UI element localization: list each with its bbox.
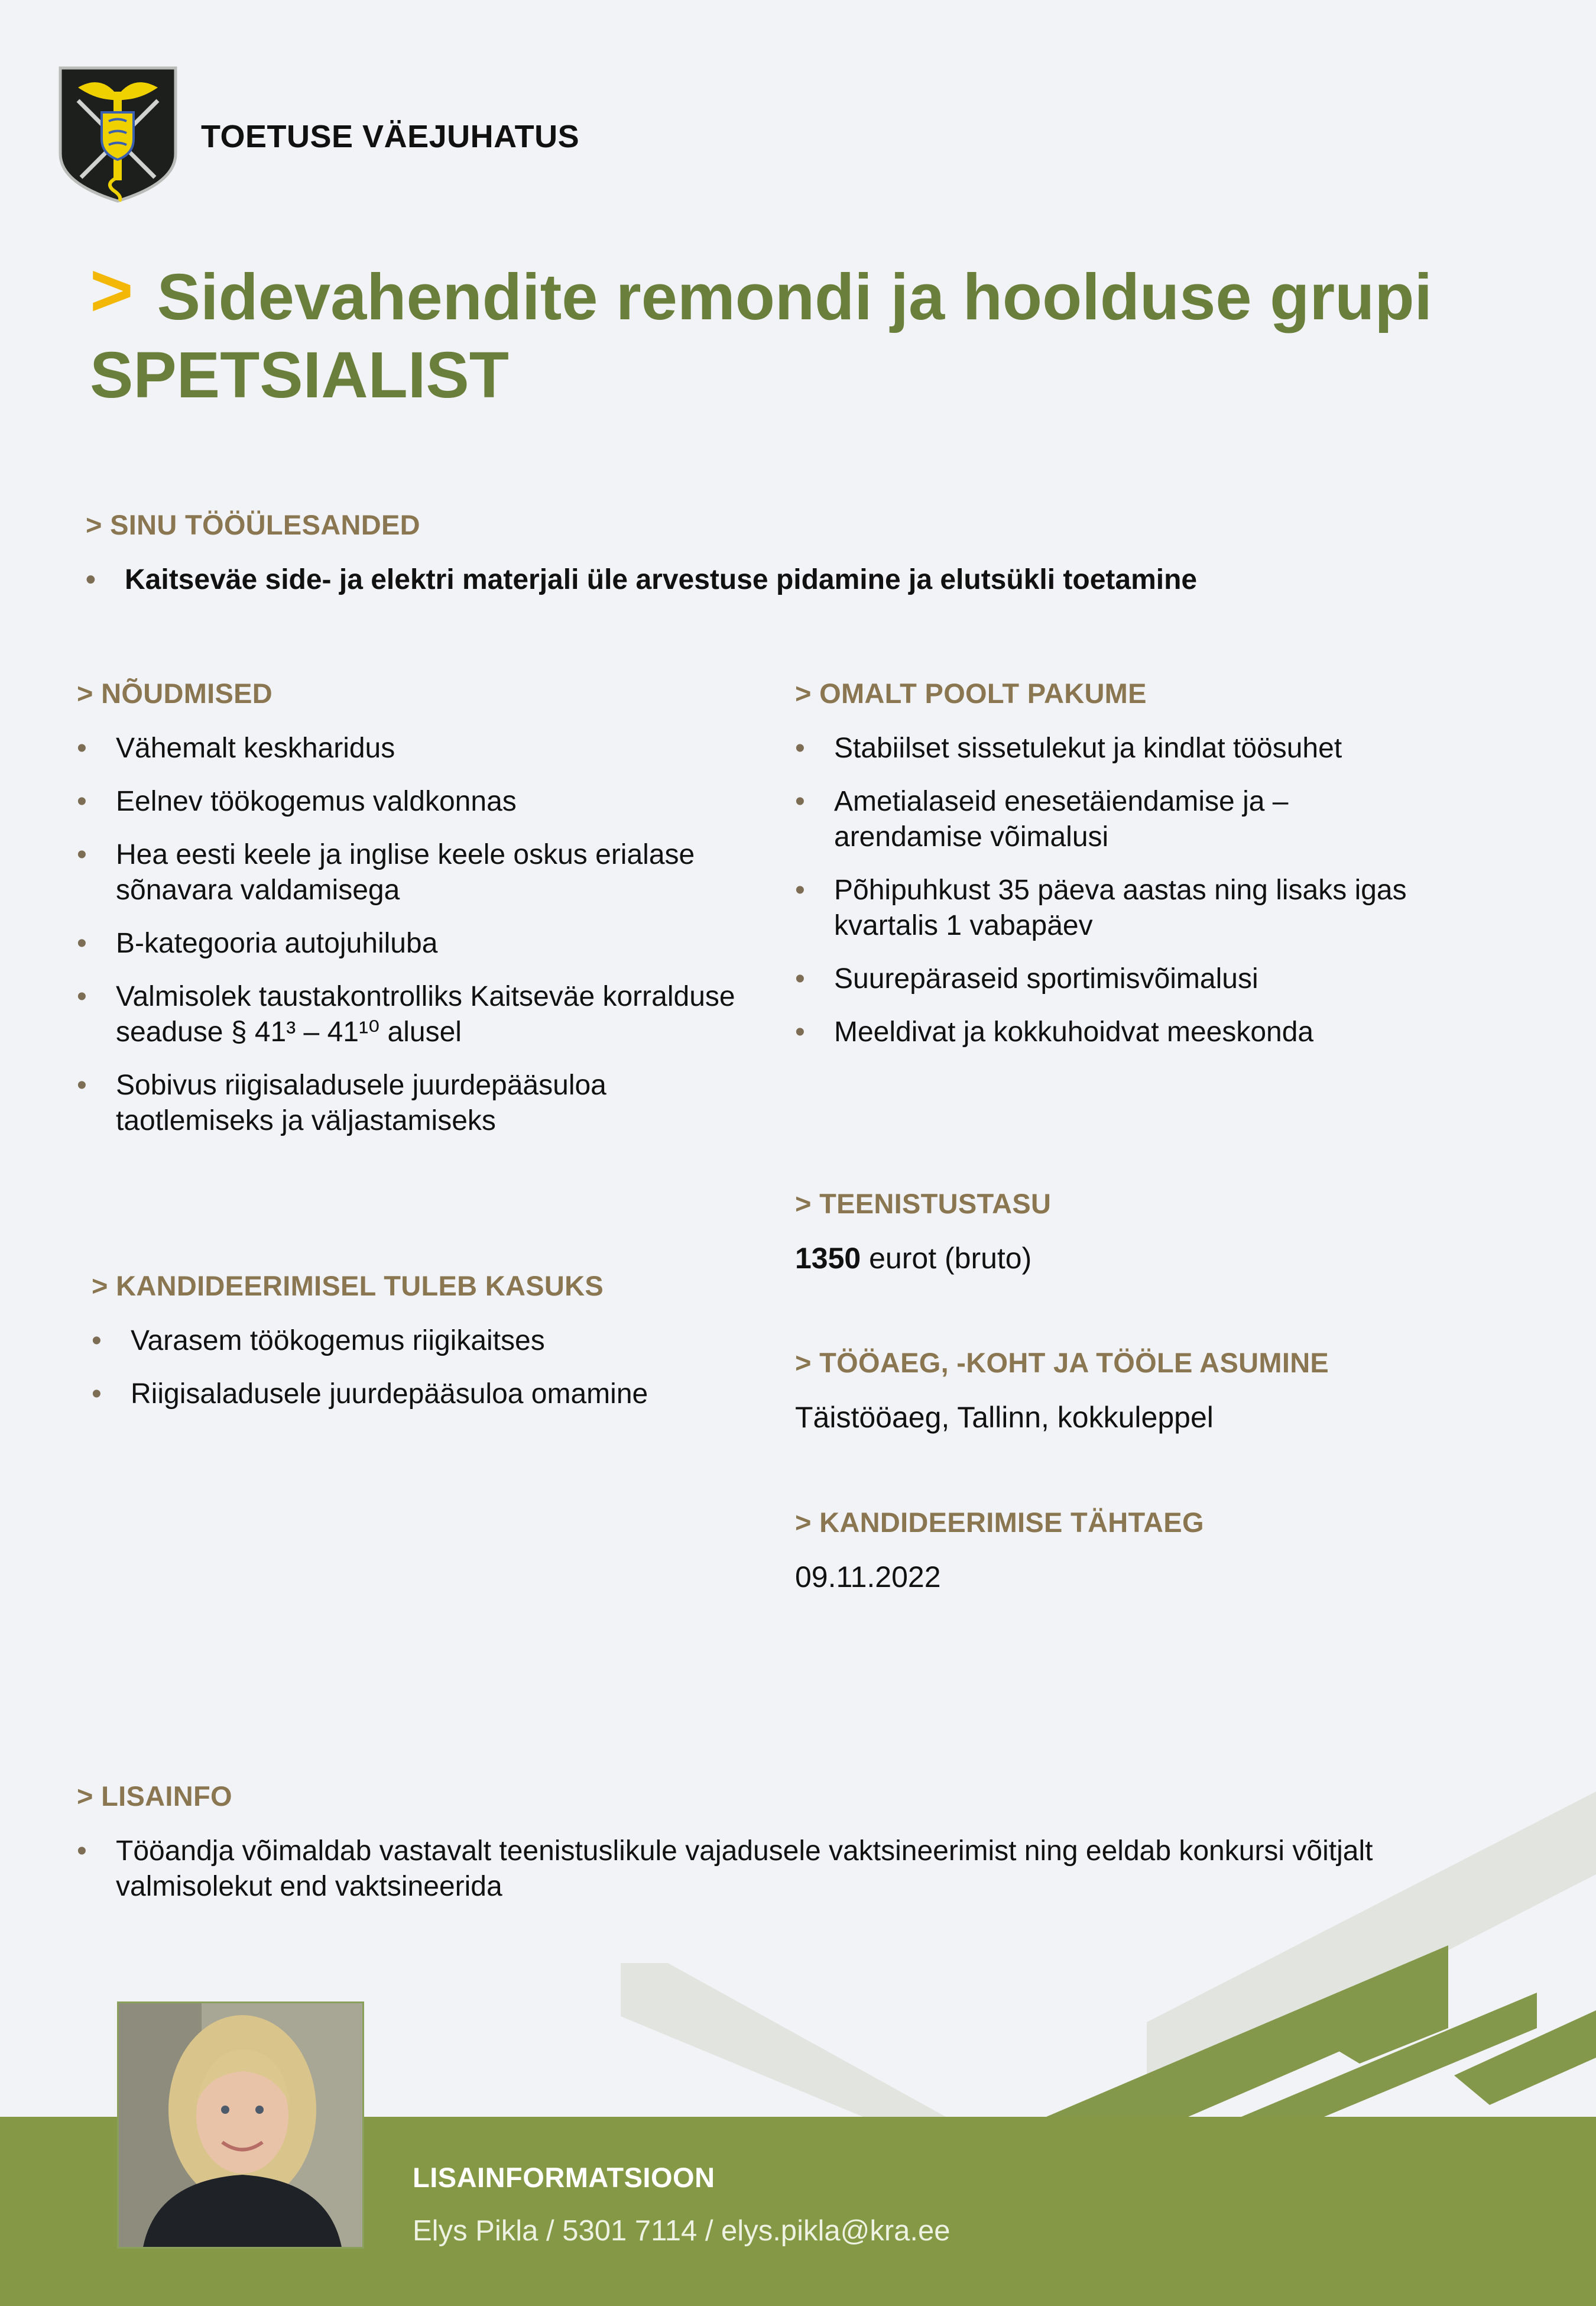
worktime-value: Täistööaeg, Tallinn, kokkuleppel xyxy=(795,1401,1214,1434)
list-item: • Ametialaseid enesetäiendamise ja – arendamise võimalusi xyxy=(795,784,1433,855)
bullet-icon: • xyxy=(77,839,87,870)
list-item: • Suurepäraseid sportimisvõimalusi xyxy=(795,961,1433,997)
footer-heading: LISAINFORMATSIOON xyxy=(413,2162,715,2193)
list-item: • Stabiilset sissetulekut ja kindlat töösuhet xyxy=(795,731,1433,766)
list-item: • Tööandja võimaldab vastavalt teenistuslikule vajadusele vaktsineerimist ning eeldab konkursi võitjalt valmisolekut end vaktsineerida xyxy=(77,1834,1407,1905)
extra-info-heading: > LISAINFO xyxy=(77,1780,232,1812)
advantage-section xyxy=(92,1269,760,1430)
worktime-section xyxy=(795,1346,1329,1434)
list-item: • Riigisaladusele juurdepääsuloa omamine xyxy=(92,1377,760,1412)
requirements-heading: > NÕUDMISED xyxy=(77,678,273,709)
tasks-section xyxy=(86,509,1504,616)
list-item: • Eelnev töökogemus valdkonnas xyxy=(77,784,745,820)
salary-heading: > TEENISTUSTASU xyxy=(795,1188,1052,1219)
title-arrow-icon: > xyxy=(90,248,134,332)
deadline-section xyxy=(795,1506,1204,1594)
requirements-section xyxy=(77,677,745,1157)
list-item: • Sobivus riigisaladusele juurdepääsuloa taotlemiseks ja väljastamiseks xyxy=(77,1068,745,1139)
bullet-icon: • xyxy=(77,786,87,817)
list-item: • Põhipuhkust 35 päeva aastas ning lisaks igas kvartalis 1 vabapäev xyxy=(795,873,1433,944)
bullet-icon: • xyxy=(92,1325,102,1356)
list-item: • B-kategooria autojuhiluba xyxy=(77,926,745,961)
bullet-icon: • xyxy=(795,963,805,995)
bullet-icon: • xyxy=(92,1378,102,1410)
bullet-icon: • xyxy=(795,733,805,764)
advantage-heading: > KANDIDEERIMISEL TULEB KASUKS xyxy=(92,1270,604,1301)
list-item: • Meeldivat ja kokkuhoidvat meeskonda xyxy=(795,1015,1433,1050)
offer-section xyxy=(795,677,1433,1068)
worktime-heading: > TÖÖAEG, -KOHT JA TÖÖLE ASUMINE xyxy=(795,1347,1329,1378)
bullet-icon: • xyxy=(795,1016,805,1048)
contact-photo xyxy=(117,2001,364,2249)
list-item: • Varasem töökogemus riigikaitses xyxy=(92,1323,760,1359)
list-item: • Vähemalt keskharidus xyxy=(77,731,745,766)
list-item: • Valmisolek taustakontrolliks Kaitseväe korralduse seaduse § 41³ – 41¹⁰ alusel xyxy=(77,979,745,1050)
coat-of-arms-logo xyxy=(54,65,181,204)
bullet-icon: • xyxy=(77,928,87,959)
organization-name: TOETUSE VÄEJUHATUS xyxy=(201,119,580,154)
bullet-icon: • xyxy=(77,1835,87,1867)
tasks-heading: > SINU TÖÖÜLESANDED xyxy=(86,509,420,540)
list-item: • Kaitseväe side- ja elektri materjali üle arvestuse pidamine ja elutsükli toetamine xyxy=(86,562,1504,598)
salary-value: 1350 eurot (bruto) xyxy=(795,1242,1032,1275)
extra-info-section xyxy=(77,1780,1407,1922)
job-title-text: Sidevahendite remondi ja hoolduse grupi SPETSIALIST xyxy=(90,261,1433,412)
bullet-icon: • xyxy=(77,733,87,764)
job-title xyxy=(90,248,1449,414)
deadline-value: 09.11.2022 xyxy=(795,1560,941,1594)
bullet-icon: • xyxy=(795,875,805,906)
bullet-icon: • xyxy=(77,1070,87,1101)
bullet-icon: • xyxy=(795,786,805,817)
bullet-icon: • xyxy=(86,564,96,595)
deadline-heading: > KANDIDEERIMISE TÄHTAEG xyxy=(795,1507,1204,1538)
salary-section xyxy=(795,1187,1051,1275)
list-item: • Hea eesti keele ja inglise keele oskus erialase sõnavara valdamisega xyxy=(77,837,745,908)
footer-contact[interactable]: Elys Pikla / 5301 7114 / elys.pikla@kra.ee xyxy=(413,2215,951,2247)
offer-heading: > OMALT POOLT PAKUME xyxy=(795,678,1147,709)
bullet-icon: • xyxy=(77,981,87,1012)
